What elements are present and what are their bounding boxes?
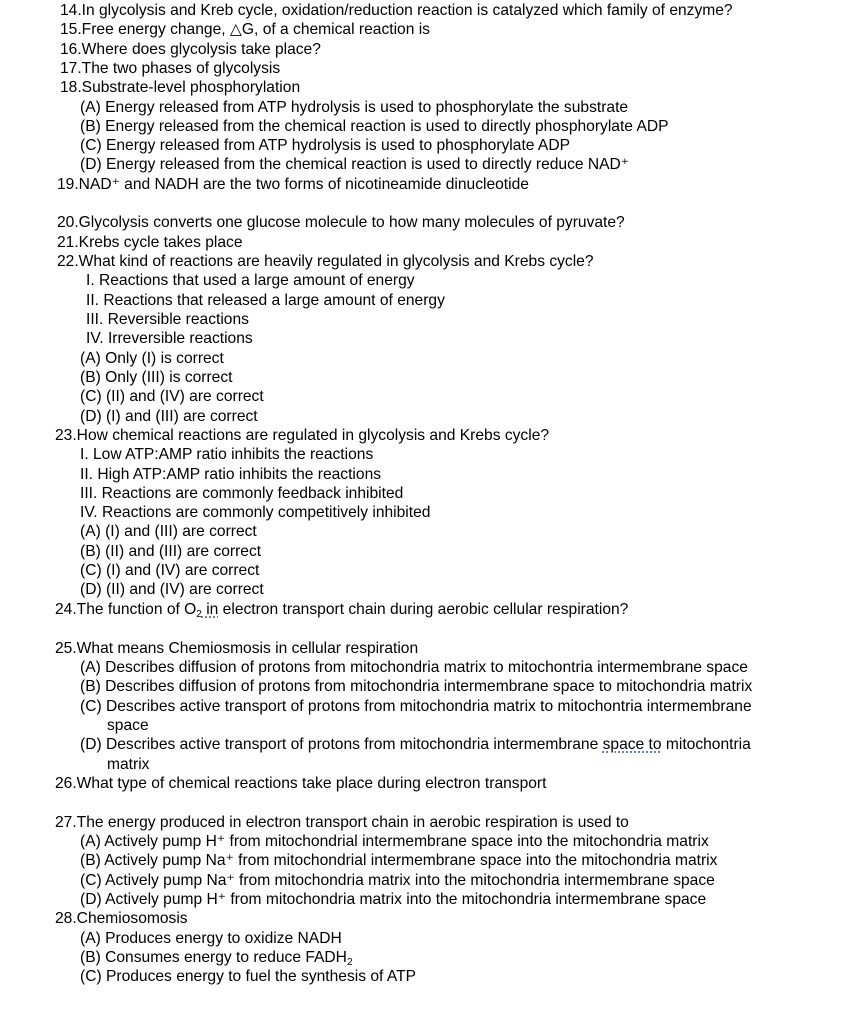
fadh2-subscript: 2 [346,957,353,968]
option-18c: (C) Energy released from ATP hydrolysis is used to phosphorylate ADP [80,137,570,154]
option-27b: (B) Actively pump Na⁺ from mitochondrial intermembrane space into the mitochondria matrix [80,852,718,869]
option-23d: (D) (II) and (IV) are correct [80,581,264,598]
statement-22-i: I. Reactions that used a large amount of energy [86,272,415,289]
statement-23-i: I. Low ATP:AMP ratio inhibits the reactions [80,446,374,463]
o2-subscript: 2 [196,609,202,620]
option-25d-rest: mitochontria [661,736,751,753]
statement-22-iii: III. Reversible reactions [86,311,249,328]
statement-23-iii: III. Reactions are commonly feedback inhibited [80,485,404,502]
option-23b: (B) (II) and (III) are correct [80,543,262,560]
question-15: 15.Free energy change, △G, of a chemical reaction is [60,21,430,38]
question-24-rest: electron transport chain during aerobic cellular respiration? [218,601,629,618]
option-22d: (D) (I) and (III) are correct [80,408,258,425]
question-22: 22.What kind of reactions are heavily regulated in glycolysis and Krebs cycle? [57,253,594,270]
option-25a: (A) Describes diffusion of protons from mitochondria matrix to mitochontria intermembrane space [80,659,748,676]
question-21: 21.Krebs cycle takes place [57,234,243,251]
option-25d-text: (D) Describes active transport of protons from mitochondria intermembrane [80,736,603,753]
option-22a: (A) Only (I) is correct [80,350,224,367]
option-28b-text: (B) Consumes energy to reduce FADH [80,949,347,966]
question-23: 23.How chemical reactions are regulated in glycolysis and Krebs cycle? [55,427,550,444]
question-19: 19.NAD⁺ and NADH are the two forms of nicotineamide dinucleotide [57,176,529,193]
option-25c: (C) Describes active transport of protons from mitochondria matrix to mitochontria intermembrane [80,698,752,715]
statement-22-iv: IV. Irreversible reactions [86,330,253,347]
question-24 [55,600,628,624]
question-26: 26.What type of chemical reactions take place during electron transport [55,775,547,792]
question-18: 18.Substrate-level phosphorylation [60,79,301,96]
option-27a: (A) Actively pump H⁺ from mitochondrial intermembrane space into the mitochondria matrix [80,833,709,850]
question-16: 16.Where does glycolysis take place? [60,41,321,58]
option-23c: (C) (I) and (IV) are correct [80,562,260,579]
statement-23-ii: II. High ATP:AMP ratio inhibits the reactions [80,466,382,483]
option-25d [80,735,751,754]
option-25d-continued: matrix [107,756,150,773]
option-22b: (B) Only (III) is correct [80,369,233,386]
question-28: 28.Chemiosomosis [55,910,188,927]
option-27d: (D) Actively pump H⁺ from mitochondria matrix into the mitochondria intermembrane space [80,891,707,908]
option-22c: (C) (II) and (IV) are correct [80,388,264,405]
option-18a: (A) Energy released from ATP hydrolysis is used to phosphorylate the substrate [80,99,629,116]
option-27c: (C) Actively pump Na⁺ from mitochondria matrix into the mitochondria intermembrane space [80,872,715,889]
option-28a: (A) Produces energy to oxidize NADH [80,930,342,947]
question-27: 27.The energy produced in electron transport chain in aerobic respiration is used to [55,814,629,831]
option-23a: (A) (I) and (III) are correct [80,523,257,540]
option-18d: (D) Energy released from the chemical reaction is used to directly reduce NAD⁺ [80,156,630,173]
question-25: 25.What means Chemiosmosis in cellular respiration [55,640,419,657]
question-20: 20.Glycolysis converts one glucose molecule to how many molecules of pyruvate? [57,214,625,231]
question-14: 14.In glycolysis and Kreb cycle, oxidation/reduction reaction is catalyzed which family of enzyme? [60,2,733,19]
question-17: 17.The two phases of glycolysis [60,60,281,77]
statement-22-ii: II. Reactions that released a large amount of energy [86,292,445,309]
option-25c-continued: space [107,717,149,734]
question-24-text: 24.The function of O [55,601,197,618]
statement-23-iv: IV. Reactions are commonly competitively inhibited [80,504,431,521]
question-24-underlined: in [201,601,219,618]
option-28c: (C) Produces energy to fuel the synthesis of ATP [80,968,417,985]
option-25d-underlined: space to [602,736,662,753]
option-18b: (B) Energy released from the chemical reaction is used to directly phosphorylate ADP [80,118,669,135]
option-25b: (B) Describes diffusion of protons from mitochondria intermembrane space to mitochondria matrix [80,678,753,695]
